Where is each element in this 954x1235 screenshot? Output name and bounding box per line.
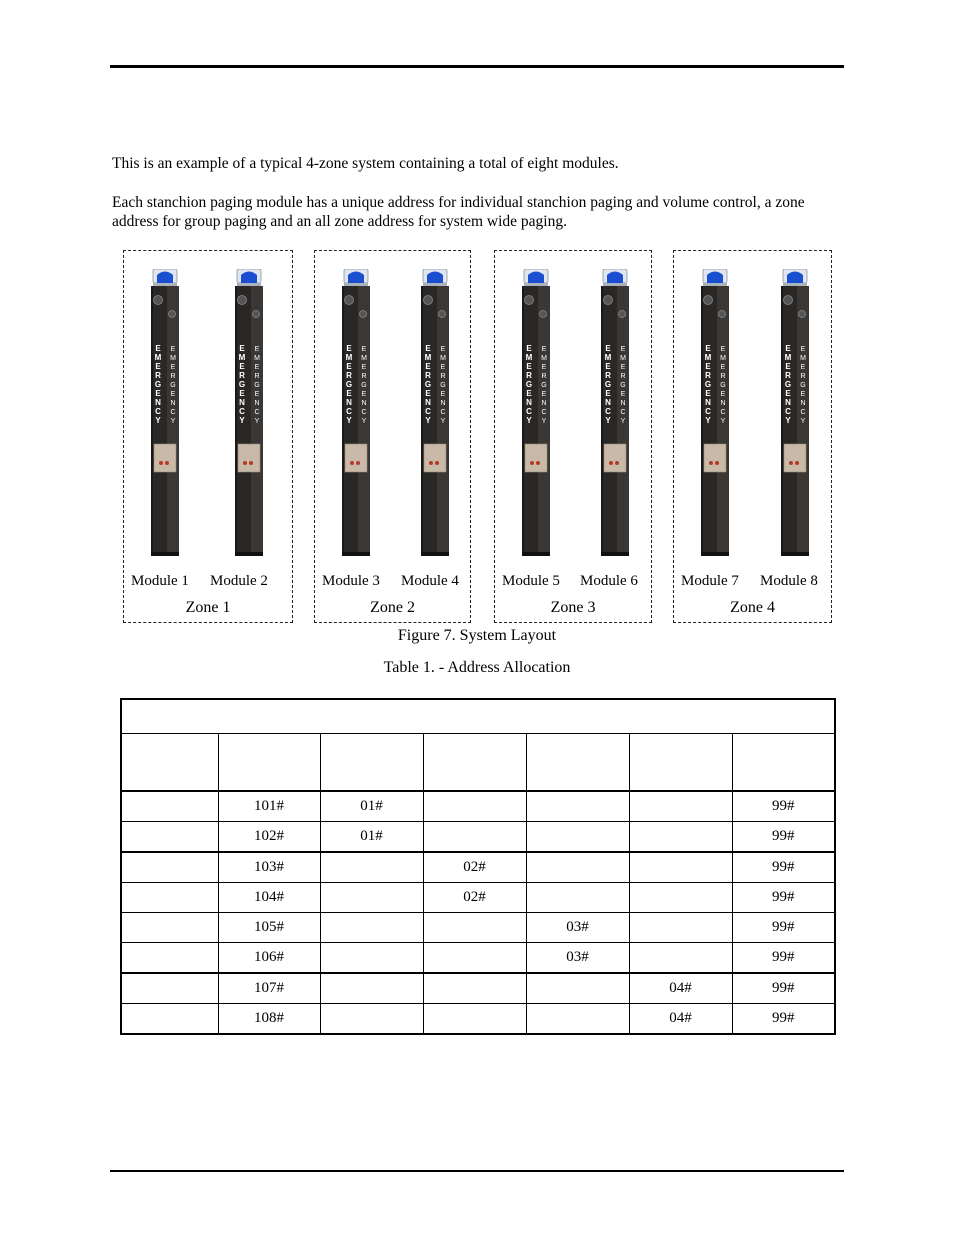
svg-text:E: E bbox=[605, 362, 611, 371]
zone-label: Zone 3 bbox=[550, 599, 596, 616]
svg-text:Y: Y bbox=[720, 418, 726, 425]
svg-text:R: R bbox=[239, 371, 245, 380]
svg-text:E: E bbox=[605, 344, 611, 353]
svg-text:C: C bbox=[785, 407, 791, 416]
svg-text:E: E bbox=[254, 364, 260, 371]
table-cell: 03# bbox=[526, 943, 629, 974]
svg-text:E: E bbox=[800, 391, 806, 398]
svg-text:E: E bbox=[346, 362, 352, 371]
svg-text:Y: Y bbox=[541, 418, 547, 425]
header-cell bbox=[423, 734, 526, 792]
table-cell bbox=[121, 822, 218, 853]
svg-text:R: R bbox=[605, 371, 611, 380]
svg-text:R: R bbox=[155, 371, 161, 380]
stanchion-module-7 bbox=[697, 269, 733, 564]
svg-text:M: M bbox=[170, 355, 176, 362]
svg-text:M: M bbox=[704, 353, 712, 362]
svg-text:E: E bbox=[720, 391, 726, 398]
svg-text:R: R bbox=[170, 373, 176, 380]
table-cell bbox=[121, 791, 218, 822]
svg-text:C: C bbox=[361, 409, 367, 416]
svg-text:R: R bbox=[800, 373, 806, 380]
svg-text:M: M bbox=[800, 355, 806, 362]
table-cell bbox=[629, 913, 732, 943]
table-row bbox=[121, 973, 835, 1004]
table-cell bbox=[320, 943, 423, 974]
svg-text:C: C bbox=[705, 407, 711, 416]
svg-text:M: M bbox=[784, 353, 792, 362]
module-label: Module 5 bbox=[502, 573, 560, 589]
svg-text:G: G bbox=[720, 382, 726, 389]
svg-text:E: E bbox=[526, 389, 532, 398]
svg-text:G: G bbox=[620, 382, 626, 389]
table-cell bbox=[121, 913, 218, 943]
header-cell bbox=[218, 734, 320, 792]
table-cell bbox=[526, 973, 629, 1004]
table-row bbox=[121, 943, 835, 974]
table-row bbox=[121, 791, 835, 822]
svg-text:M: M bbox=[154, 353, 162, 362]
table-cell bbox=[423, 913, 526, 943]
table-cell bbox=[121, 943, 218, 974]
svg-text:E: E bbox=[705, 362, 711, 371]
svg-text:M: M bbox=[424, 353, 432, 362]
svg-text:G: G bbox=[345, 380, 353, 389]
intro-paragraph-1: This is an example of a typical 4-zone system containing a total of eight modules. bbox=[112, 155, 619, 172]
table-cell bbox=[629, 883, 732, 913]
svg-text:R: R bbox=[526, 371, 532, 380]
zone-4-box bbox=[673, 250, 832, 623]
svg-text:N: N bbox=[155, 398, 161, 407]
table-row bbox=[121, 822, 835, 853]
svg-text:E: E bbox=[800, 346, 806, 353]
svg-text:M: M bbox=[720, 355, 726, 362]
zone-label: Zone 4 bbox=[730, 599, 775, 616]
module-label: Module 8 bbox=[760, 573, 818, 589]
svg-text:E: E bbox=[440, 346, 446, 353]
svg-text:E: E bbox=[346, 389, 352, 398]
table-cell: 99# bbox=[732, 943, 835, 974]
address-allocation-table bbox=[120, 698, 836, 1035]
svg-text:E: E bbox=[541, 391, 547, 398]
svg-text:E: E bbox=[155, 344, 161, 353]
svg-text:Y: Y bbox=[346, 416, 352, 425]
svg-text:E: E bbox=[526, 362, 532, 371]
table-cell bbox=[526, 791, 629, 822]
svg-text:Y: Y bbox=[170, 418, 176, 425]
svg-text:Y: Y bbox=[800, 418, 806, 425]
table-cell bbox=[423, 791, 526, 822]
svg-text:G: G bbox=[604, 380, 612, 389]
svg-text:R: R bbox=[425, 371, 431, 380]
svg-text:C: C bbox=[425, 407, 431, 416]
svg-text:Y: Y bbox=[526, 416, 532, 425]
svg-text:Y: Y bbox=[155, 416, 161, 425]
svg-text:E: E bbox=[254, 391, 260, 398]
svg-text:M: M bbox=[361, 355, 367, 362]
table-cell: 102# bbox=[218, 822, 320, 853]
table-cell: 107# bbox=[218, 973, 320, 1004]
svg-text:E: E bbox=[705, 389, 711, 398]
svg-text:M: M bbox=[541, 355, 547, 362]
table-cell: 105# bbox=[218, 913, 320, 943]
svg-text:N: N bbox=[541, 400, 547, 407]
table-cell bbox=[423, 943, 526, 974]
svg-text:E: E bbox=[239, 389, 245, 398]
svg-text:Y: Y bbox=[425, 416, 431, 425]
table-cell: 02# bbox=[423, 883, 526, 913]
svg-text:E: E bbox=[239, 344, 245, 353]
svg-text:C: C bbox=[440, 409, 446, 416]
svg-text:Y: Y bbox=[440, 418, 446, 425]
svg-text:R: R bbox=[346, 371, 352, 380]
table-cell: 99# bbox=[732, 1004, 835, 1035]
svg-text:E: E bbox=[425, 362, 431, 371]
svg-text:G: G bbox=[541, 382, 547, 389]
svg-text:M: M bbox=[254, 355, 260, 362]
svg-text:M: M bbox=[238, 353, 246, 362]
table-cell bbox=[121, 852, 218, 883]
table-cell bbox=[526, 822, 629, 853]
table-cell: 99# bbox=[732, 852, 835, 883]
svg-text:C: C bbox=[605, 407, 611, 416]
svg-text:Y: Y bbox=[705, 416, 711, 425]
svg-text:G: G bbox=[784, 380, 792, 389]
svg-text:E: E bbox=[254, 346, 260, 353]
header-rule bbox=[110, 65, 844, 68]
svg-text:G: G bbox=[154, 380, 162, 389]
svg-text:E: E bbox=[605, 389, 611, 398]
table-cell bbox=[320, 852, 423, 883]
table-cell bbox=[423, 1004, 526, 1035]
table-cell bbox=[629, 791, 732, 822]
table-cell: 04# bbox=[629, 1004, 732, 1035]
svg-text:R: R bbox=[541, 373, 547, 380]
svg-text:M: M bbox=[440, 355, 446, 362]
svg-text:M: M bbox=[345, 353, 353, 362]
svg-text:C: C bbox=[526, 407, 532, 416]
table-cell bbox=[121, 1004, 218, 1035]
table-cell bbox=[526, 852, 629, 883]
svg-text:E: E bbox=[541, 346, 547, 353]
table-cell: 99# bbox=[732, 822, 835, 853]
svg-text:C: C bbox=[800, 409, 806, 416]
svg-text:E: E bbox=[800, 364, 806, 371]
svg-text:E: E bbox=[705, 344, 711, 353]
table-cell bbox=[320, 883, 423, 913]
svg-text:R: R bbox=[361, 373, 367, 380]
svg-text:E: E bbox=[425, 344, 431, 353]
svg-text:N: N bbox=[705, 398, 711, 407]
table-cell bbox=[121, 973, 218, 1004]
svg-text:N: N bbox=[526, 398, 532, 407]
zone-1-box bbox=[123, 250, 293, 623]
table-cell: 04# bbox=[629, 973, 732, 1004]
table-cell bbox=[526, 1004, 629, 1035]
svg-text:R: R bbox=[705, 371, 711, 380]
table-cell: 02# bbox=[423, 852, 526, 883]
table-cell: 03# bbox=[526, 913, 629, 943]
svg-text:G: G bbox=[361, 382, 367, 389]
header-cell bbox=[732, 734, 835, 792]
svg-text:E: E bbox=[620, 364, 626, 371]
svg-text:N: N bbox=[800, 400, 806, 407]
table-row bbox=[121, 913, 835, 943]
svg-text:N: N bbox=[720, 400, 726, 407]
table-cell: 104# bbox=[218, 883, 320, 913]
svg-text:E: E bbox=[541, 364, 547, 371]
svg-text:E: E bbox=[785, 362, 791, 371]
table-cell: 101# bbox=[218, 791, 320, 822]
table-cell bbox=[320, 1004, 423, 1035]
svg-text:C: C bbox=[346, 407, 352, 416]
module-label: Module 1 bbox=[131, 573, 189, 589]
header-cell bbox=[526, 734, 629, 792]
svg-text:N: N bbox=[785, 398, 791, 407]
header-cell bbox=[121, 734, 218, 792]
svg-text:G: G bbox=[525, 380, 533, 389]
table-cell bbox=[320, 913, 423, 943]
table-cell bbox=[526, 883, 629, 913]
intro-paragraph-2: Each stanchion paging module has a unique address for individual stanchion paging and volume control, a zone address for group paging and an all zone address for system wide paging. bbox=[112, 194, 805, 230]
module-label: Module 3 bbox=[322, 573, 380, 589]
svg-text:R: R bbox=[440, 373, 446, 380]
svg-text:C: C bbox=[541, 409, 547, 416]
table-title-cell bbox=[121, 699, 835, 734]
svg-text:N: N bbox=[254, 400, 260, 407]
svg-text:N: N bbox=[620, 400, 626, 407]
table-header-row bbox=[121, 734, 835, 792]
stanchion-module-6 bbox=[597, 269, 633, 564]
svg-text:E: E bbox=[785, 344, 791, 353]
table-cell: 108# bbox=[218, 1004, 320, 1035]
module-label: Module 4 bbox=[401, 573, 459, 589]
zone-label: Zone 1 bbox=[185, 599, 231, 616]
table-cell bbox=[629, 852, 732, 883]
svg-text:R: R bbox=[620, 373, 626, 380]
svg-text:E: E bbox=[620, 346, 626, 353]
table-cell bbox=[423, 822, 526, 853]
svg-text:C: C bbox=[170, 409, 176, 416]
svg-text:N: N bbox=[361, 400, 367, 407]
svg-text:G: G bbox=[254, 382, 260, 389]
zone-label: Zone 2 bbox=[370, 599, 415, 616]
table-cell: 99# bbox=[732, 973, 835, 1004]
svg-text:N: N bbox=[425, 398, 431, 407]
svg-text:C: C bbox=[254, 409, 260, 416]
svg-text:Y: Y bbox=[620, 418, 626, 425]
table-cell bbox=[121, 883, 218, 913]
svg-text:E: E bbox=[361, 364, 367, 371]
stanchion-module-4 bbox=[417, 269, 453, 564]
svg-text:N: N bbox=[239, 398, 245, 407]
svg-text:N: N bbox=[170, 400, 176, 407]
svg-text:C: C bbox=[155, 407, 161, 416]
svg-text:Y: Y bbox=[239, 416, 245, 425]
svg-text:G: G bbox=[704, 380, 712, 389]
svg-text:E: E bbox=[346, 344, 352, 353]
svg-text:N: N bbox=[346, 398, 352, 407]
header-cell bbox=[629, 734, 732, 792]
svg-text:Y: Y bbox=[361, 418, 367, 425]
table-cell bbox=[423, 973, 526, 1004]
svg-text:E: E bbox=[361, 346, 367, 353]
table-cell bbox=[629, 943, 732, 974]
table-cell bbox=[320, 973, 423, 1004]
table-row bbox=[121, 1004, 835, 1035]
svg-text:G: G bbox=[440, 382, 446, 389]
svg-text:G: G bbox=[238, 380, 246, 389]
stanchion-module-5 bbox=[518, 269, 554, 564]
module-label: Module 2 bbox=[210, 573, 268, 589]
svg-text:C: C bbox=[239, 407, 245, 416]
module-label: Module 6 bbox=[580, 573, 638, 589]
stanchion-module-2 bbox=[231, 269, 267, 564]
svg-text:R: R bbox=[720, 373, 726, 380]
svg-text:Y: Y bbox=[254, 418, 260, 425]
svg-text:M: M bbox=[525, 353, 533, 362]
svg-text:E: E bbox=[425, 389, 431, 398]
svg-text:E: E bbox=[155, 362, 161, 371]
stanchion-module-8 bbox=[777, 269, 813, 564]
stanchion-module-3 bbox=[338, 269, 374, 564]
svg-text:E: E bbox=[239, 362, 245, 371]
svg-text:E: E bbox=[526, 344, 532, 353]
svg-text:C: C bbox=[620, 409, 626, 416]
svg-text:E: E bbox=[361, 391, 367, 398]
svg-text:E: E bbox=[720, 346, 726, 353]
zone-2-box bbox=[314, 250, 471, 623]
table-cell bbox=[629, 822, 732, 853]
svg-text:Y: Y bbox=[785, 416, 791, 425]
svg-text:E: E bbox=[785, 389, 791, 398]
svg-text:E: E bbox=[620, 391, 626, 398]
table-cell: 99# bbox=[732, 913, 835, 943]
svg-text:E: E bbox=[170, 346, 176, 353]
footer-rule bbox=[110, 1170, 844, 1172]
module-label: Module 7 bbox=[681, 573, 739, 589]
table-title-row bbox=[121, 699, 835, 734]
svg-text:G: G bbox=[424, 380, 432, 389]
svg-text:R: R bbox=[254, 373, 260, 380]
table-cell: 99# bbox=[732, 791, 835, 822]
table-cell: 103# bbox=[218, 852, 320, 883]
figure-caption: Figure 7. System Layout bbox=[397, 627, 557, 644]
table-cell: 106# bbox=[218, 943, 320, 974]
svg-text:M: M bbox=[620, 355, 626, 362]
svg-text:Y: Y bbox=[605, 416, 611, 425]
svg-text:M: M bbox=[604, 353, 612, 362]
svg-text:E: E bbox=[720, 364, 726, 371]
svg-text:E: E bbox=[440, 391, 446, 398]
svg-text:E: E bbox=[170, 391, 176, 398]
svg-text:E: E bbox=[440, 364, 446, 371]
svg-text:E: E bbox=[155, 389, 161, 398]
table-cell: 99# bbox=[732, 883, 835, 913]
svg-text:R: R bbox=[785, 371, 791, 380]
table-row bbox=[121, 883, 835, 913]
svg-text:E: E bbox=[170, 364, 176, 371]
stanchion-module-1 bbox=[147, 269, 183, 564]
table-caption: Table 1. - Address Allocation bbox=[383, 659, 571, 676]
svg-text:N: N bbox=[605, 398, 611, 407]
table-row bbox=[121, 852, 835, 883]
header-cell bbox=[320, 734, 423, 792]
svg-text:G: G bbox=[170, 382, 176, 389]
table-cell: 01# bbox=[320, 791, 423, 822]
zone-3-box bbox=[494, 250, 652, 623]
table-cell: 01# bbox=[320, 822, 423, 853]
svg-text:N: N bbox=[440, 400, 446, 407]
svg-text:C: C bbox=[720, 409, 726, 416]
svg-text:G: G bbox=[800, 382, 806, 389]
